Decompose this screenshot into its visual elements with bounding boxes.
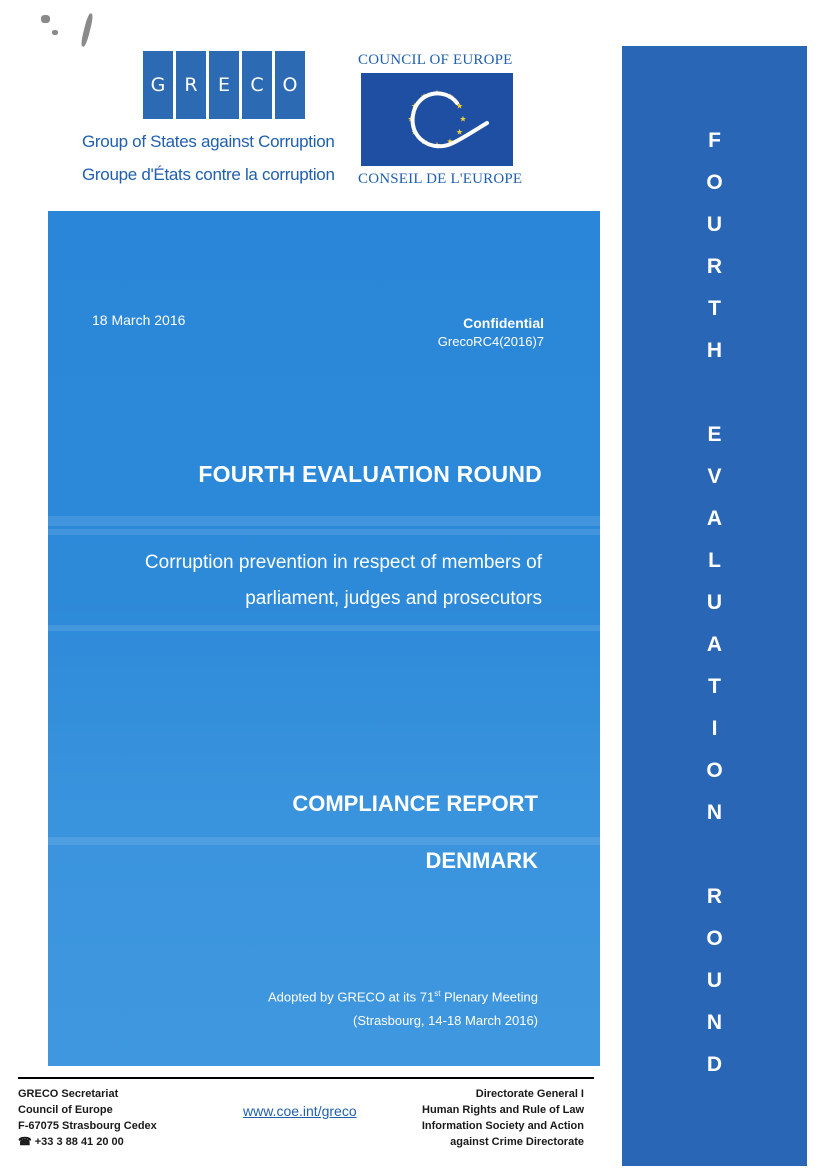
- document-reference: GrecoRC4(2016)7: [437, 334, 544, 349]
- directorate-line: against Crime Directorate: [450, 1136, 584, 1148]
- side-banner-letter: D: [706, 1053, 723, 1076]
- side-banner-letter: T: [708, 675, 721, 698]
- adoption-line: [268, 989, 538, 1004]
- adoption-suffix: Plenary Meeting: [440, 989, 538, 1005]
- side-banner-letter: O: [706, 927, 723, 950]
- side-banner-letter: U: [706, 969, 723, 992]
- scan-speck: [41, 15, 50, 23]
- adoption-ordinal: st: [434, 989, 441, 998]
- directorate-line: Human Rights and Rule of Law: [422, 1104, 584, 1116]
- scan-speck: [80, 13, 94, 47]
- cover-panel: [48, 211, 600, 1066]
- side-banner-letter: V: [707, 465, 722, 488]
- side-banner-letter: R: [706, 255, 723, 278]
- directorate-line: Information Society and Action: [421, 1120, 584, 1132]
- side-banner-text: [622, 120, 807, 1086]
- side-banner-letter: L: [708, 549, 721, 572]
- footer-divider: [18, 1077, 594, 1079]
- directorate-line: Directorate General I: [475, 1088, 584, 1100]
- report-type: COMPLIANCE REPORT: [292, 791, 538, 816]
- panel-band: [48, 516, 600, 526]
- side-banner-letter: O: [706, 759, 723, 782]
- coe-flag-logo: [361, 73, 513, 166]
- greco-letter: E: [209, 51, 239, 119]
- side-banner-letter: U: [706, 591, 723, 614]
- side-banner-letter: E: [707, 423, 722, 446]
- address-line: GRECO Secretariat: [18, 1088, 119, 1100]
- subtitle-line-2: parliament, judges and prosecutors: [245, 588, 542, 609]
- country-title: DENMARK: [425, 848, 538, 873]
- coe-name-fr: CONSEIL DE L'EUROPE: [358, 171, 523, 187]
- greco-logo: [143, 51, 305, 119]
- eu-star-icon: [456, 129, 462, 135]
- side-banner-letter: [622, 834, 807, 876]
- address-line: Council of Europe: [18, 1104, 113, 1116]
- panel-band: [48, 529, 600, 535]
- round-title: FOURTH EVALUATION ROUND: [198, 461, 542, 487]
- side-banner-letter: H: [706, 339, 723, 362]
- adoption-prefix: Adopted by GRECO at its 71: [268, 989, 435, 1005]
- greco-letter: O: [275, 51, 305, 119]
- side-banner-letter: N: [706, 1011, 723, 1034]
- coe-name-en: COUNCIL OF EUROPE: [358, 52, 513, 68]
- directorate-info: [422, 1086, 584, 1150]
- side-banner-letter: A: [706, 633, 723, 656]
- scan-speck: [52, 30, 58, 35]
- side-banner-letter: U: [706, 213, 723, 236]
- phone-line: ☎ +33 3 88 41 20 00: [18, 1136, 124, 1148]
- address-line: F-67075 Strasbourg Cedex: [18, 1120, 157, 1132]
- side-banner-letter: F: [708, 129, 721, 152]
- side-banner-letter: A: [706, 507, 723, 530]
- panel-band: [48, 837, 600, 845]
- side-banner-letter: I: [711, 717, 718, 740]
- website-link[interactable]: www.coe.int/greco: [243, 1103, 357, 1119]
- secretariat-address: [18, 1086, 157, 1150]
- subtitle-line-1: Corruption prevention in respect of members of: [144, 552, 542, 573]
- side-banner-letter: T: [708, 297, 721, 320]
- side-banner-letter: [622, 372, 807, 414]
- side-banner-letter: N: [706, 801, 723, 824]
- adoption-place: (Strasbourg, 14-18 March 2016): [353, 1013, 538, 1028]
- greco-name-en: Group of States against Corruption: [82, 132, 335, 151]
- document-date: 18 March 2016: [92, 312, 186, 328]
- side-banner-letter: O: [706, 171, 723, 194]
- side-banner: [622, 46, 807, 1166]
- greco-name-fr: Groupe d'États contre la corruption: [82, 165, 335, 184]
- greco-letter: C: [242, 51, 272, 119]
- greco-letter: G: [143, 51, 173, 119]
- panel-band: [48, 625, 600, 631]
- eu-star-icon: [460, 116, 466, 122]
- side-banner-letter: R: [706, 885, 723, 908]
- classification-label: Confidential: [463, 315, 544, 331]
- coe-stars-icon: [361, 73, 513, 166]
- greco-letter: R: [176, 51, 206, 119]
